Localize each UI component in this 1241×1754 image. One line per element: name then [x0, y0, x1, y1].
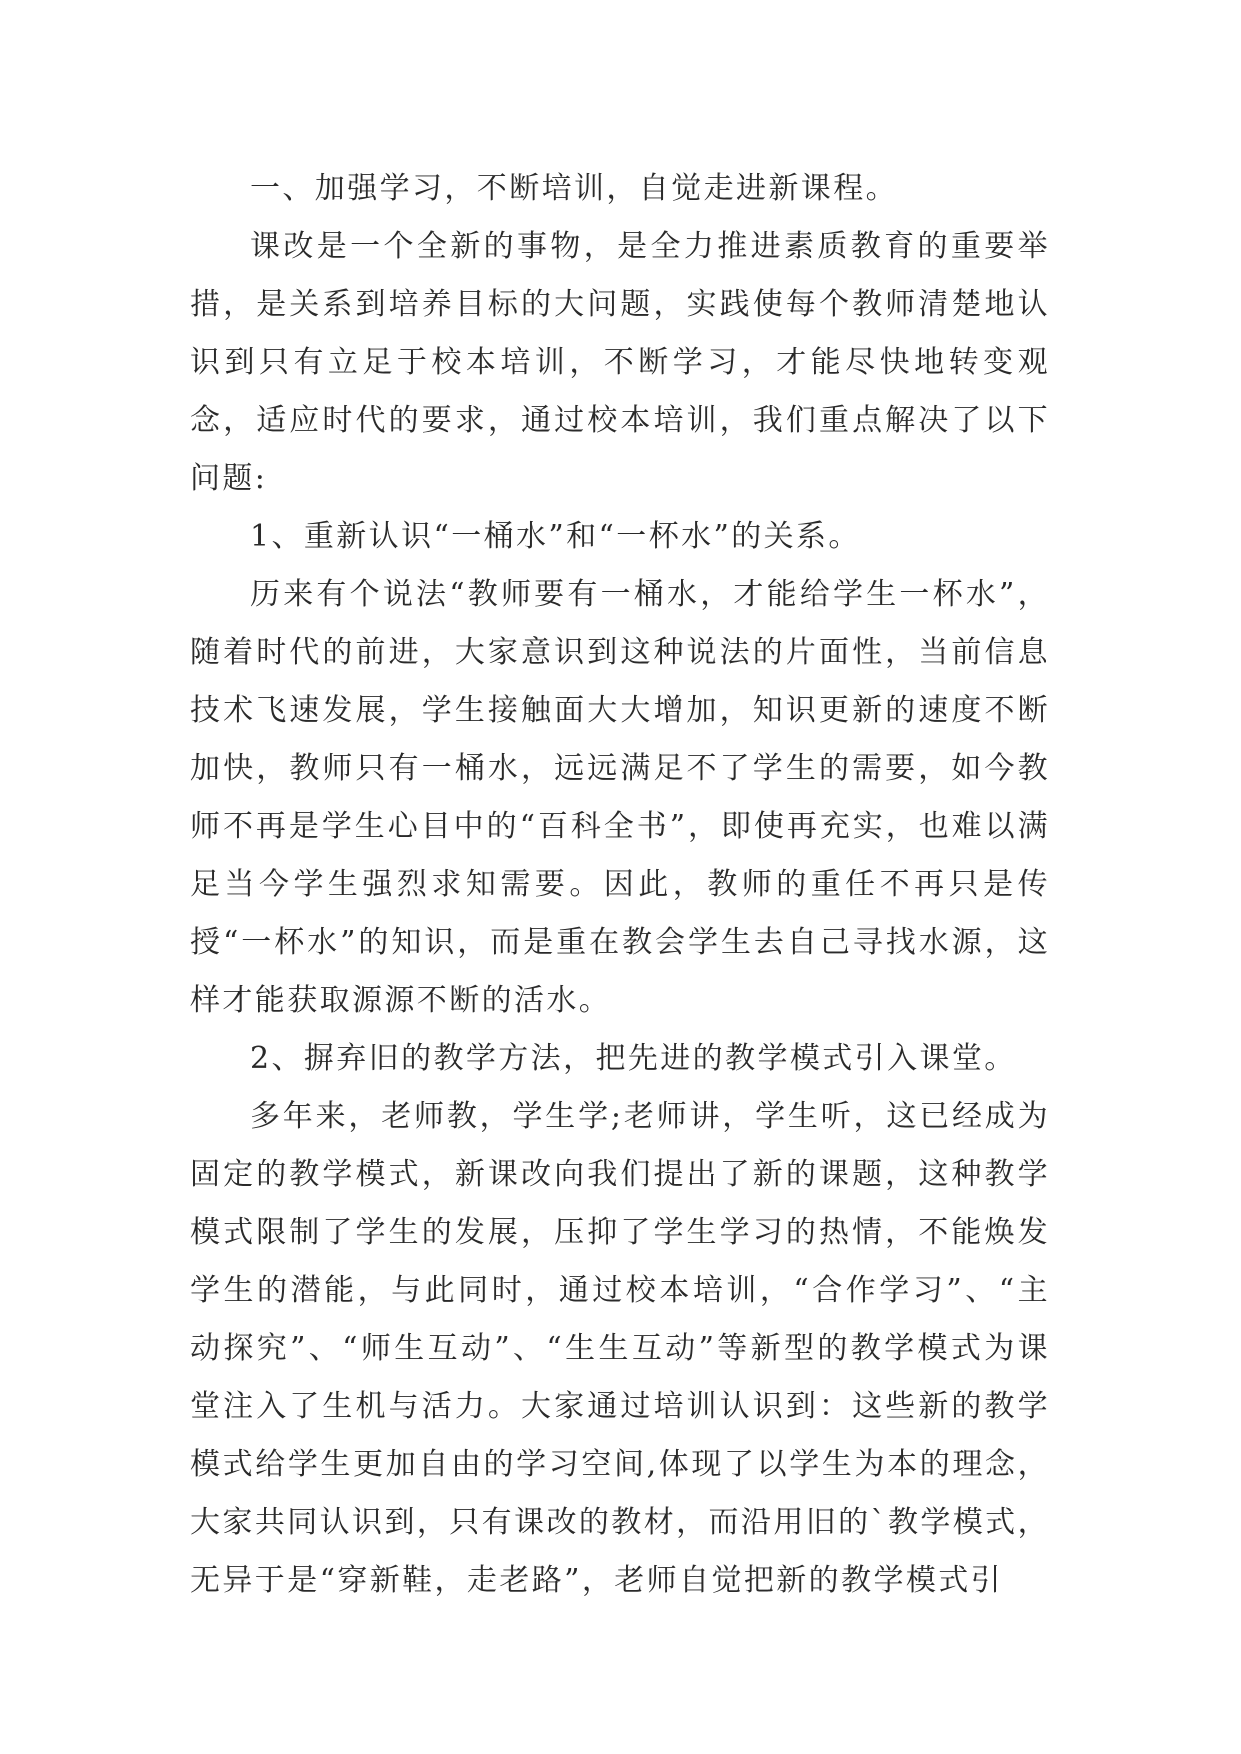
- subheading-1: 1、重新认识“一桶水”和“一杯水”的关系。: [250, 519, 861, 554]
- paragraph-water: 历来有个说法“教师要有一桶水，才能给学生一杯水”，随着时代的前进，大家意识到这种说法的片面性，当前信息技术飞速发展，学生接触面大大增加，知识更新的速度不断加快，教师只有一桶水，远远满足不了学生的需要，如今教师不再是学生心目中的“百科全书”，即使再充实，也难以满足当今学生强烈求知需要。因此，教师的重任不再只是传授“一杯水”的知识，而是重在教会学生去自己寻找水源，这样才能获取源源不断的活水。: [190, 577, 1050, 1018]
- paragraph-teaching-model: 多年来，老师教，学生学;老师讲，学生听，这已经成为固定的教学模式，新课改向我们提出了新的课题，这种教学模式限制了学生的发展，压抑了学生学习的热情，不能焕发学生的潜能，与此同时，通过校本培训，“合作学习”、“主动探究”、“师生互动”、“生生互动”等新型的教学模式为课堂注入了生机与活力。大家通过培训认识到：这些新的教学模式给学生更加自由的学习空间,体现了以学生为本的理念，大家共同认识到，只有课改的教材，而沿用旧的`教学模式，无异于是“穿新鞋，走老路”，老师自觉把新的教学模式引: [190, 1099, 1050, 1598]
- document-body: [190, 160, 1050, 1610]
- section-heading-1: 一、加强学习，不断培训，自觉走进新课程。: [250, 171, 898, 206]
- subheading-2: 2、摒弃旧的教学方法，把先进的教学模式引入课堂。: [250, 1041, 1017, 1076]
- paragraph-intro: 课改是一个全新的事物，是全力推进素质教育的重要举措，是关系到培养目标的大问题，实践使每个教师清楚地认识到只有立足于校本培训，不断学习，才能尽快地转变观念，适应时代的要求，通过校本培训，我们重点解决了以下问题:: [190, 229, 1050, 496]
